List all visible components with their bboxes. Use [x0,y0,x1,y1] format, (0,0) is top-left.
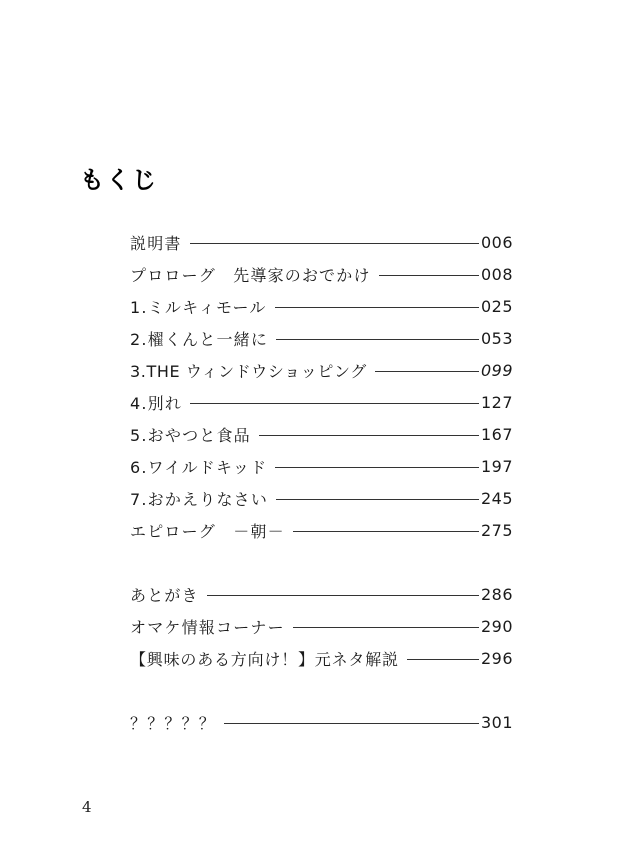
toc-entry-page: 296 [480,648,513,668]
toc-entry-title: 2.櫂くんと一緒に [130,329,269,349]
toc-entry-page: 006 [480,232,513,252]
toc-entry-title: あとがき [130,585,199,605]
toc-entry[interactable] [130,322,513,354]
leader-line [276,499,479,500]
table-of-contents [130,226,513,738]
toc-entry-title: エピローグ －朝－ [130,521,285,541]
toc-entry-title: オマケ情報コーナー [130,617,285,637]
page-number: 4 [82,798,92,816]
toc-entry[interactable] [130,418,513,450]
toc-entry-title: 【興味のある方向け！】元ネタ解説 [130,649,399,669]
toc-entry-title: プロローグ 先導家のおでかけ [130,265,371,285]
leader-line [379,275,479,276]
toc-entry[interactable] [130,514,513,546]
toc-entry[interactable] [130,450,513,482]
toc-entry[interactable] [130,610,513,642]
toc-entry[interactable] [130,706,513,738]
toc-entry-page: 301 [480,712,513,732]
toc-entry[interactable] [130,642,513,674]
toc-entry-title: 4.別れ [130,393,183,413]
toc-entry-page: 286 [480,584,513,604]
toc-entry[interactable] [130,386,513,418]
toc-entry[interactable] [130,290,513,322]
toc-entry-title: 7.おかえりなさい [130,489,269,509]
toc-entry-title: 1.ミルキィモール [130,297,267,317]
leader-line [293,627,479,628]
toc-entry-page: 197 [480,456,513,476]
leader-line [190,243,479,244]
toc-entry-title: 説明書 [130,233,182,253]
toc-entry-page: 245 [480,488,513,508]
leader-line [190,403,479,404]
leader-line [275,467,479,468]
toc-entry-page: 025 [480,296,513,316]
toc-entry[interactable] [130,482,513,514]
leader-line [375,371,479,372]
toc-entry[interactable] [130,226,513,258]
toc-entry-page: 127 [480,392,513,412]
toc-entry[interactable] [130,258,513,290]
page-title: もくじ [80,166,158,194]
leader-line [207,595,479,596]
leader-line [293,531,479,532]
toc-entry-title: 6.ワイルドキッド [130,457,268,477]
toc-entry-page: 167 [480,424,513,444]
toc-entry-page: 099 [480,360,513,380]
toc-entry-page: 275 [480,520,513,540]
toc-entry[interactable] [130,354,513,386]
leader-line [259,435,479,436]
leader-line [276,339,479,340]
section-spacer [130,674,513,706]
toc-entry-page: 290 [480,616,513,636]
section-spacer [130,546,513,578]
leader-line [407,659,479,660]
leader-line [275,307,479,308]
toc-entry[interactable] [130,578,513,610]
leader-line [224,723,479,724]
toc-entry-title: 5.おやつと食品 [130,425,251,445]
toc-entry-title: 3.THE ウィンドウショッピング [130,361,367,381]
toc-entry-page: 053 [480,328,513,348]
toc-entry-page: 008 [480,264,513,284]
toc-entry-title: ？？？？？ [130,713,217,733]
